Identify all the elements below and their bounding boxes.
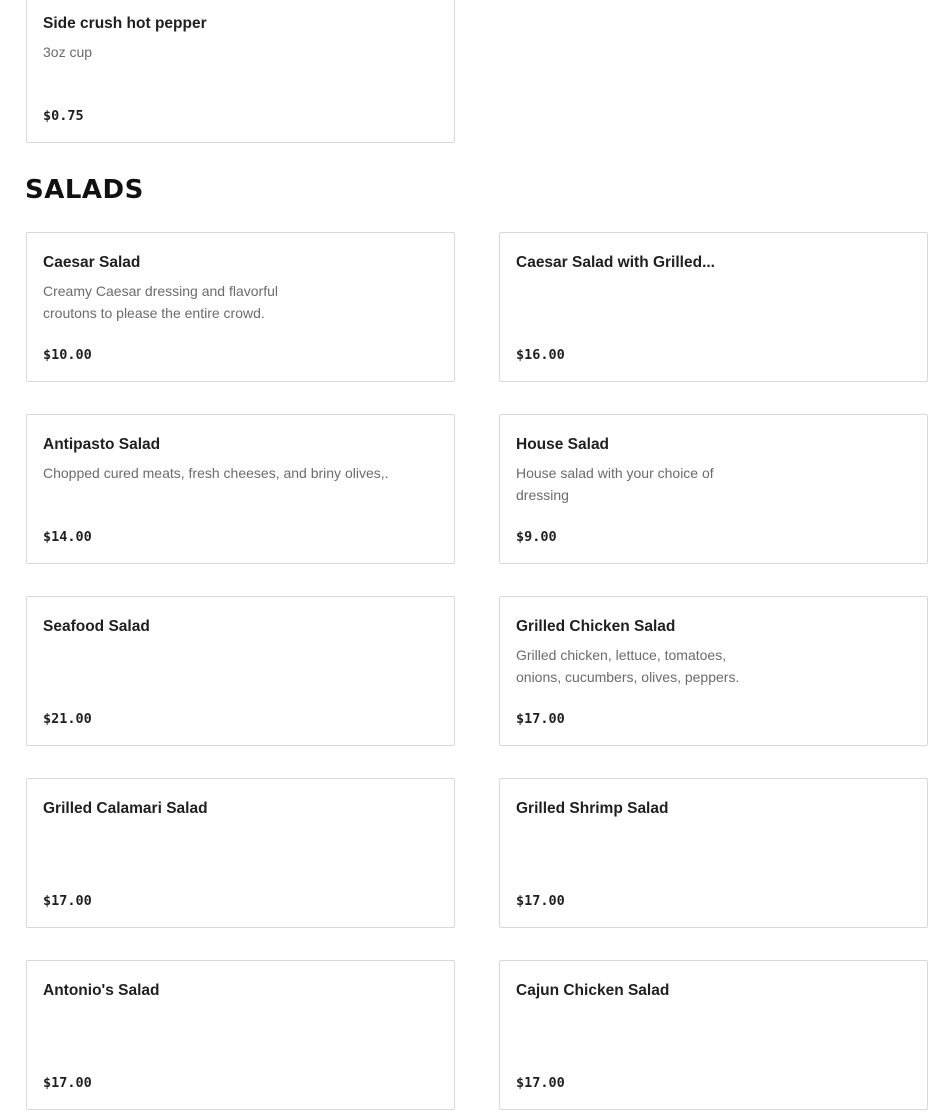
section-title: SALADS [25, 175, 144, 205]
menu-item-card[interactable] [499, 596, 928, 746]
menu-item-description: Chopped cured meats, fresh cheeses, and briny olives,. [43, 465, 389, 481]
menu-item-description: 3oz cup [43, 44, 93, 60]
menu-item-price: $17.00 [516, 1075, 565, 1091]
menu-item-description: Creamy Caesar dressing and flavorful croutons to please the entire crowd. [43, 283, 278, 321]
menu-item-card[interactable] [499, 232, 928, 382]
menu-item-price: $17.00 [516, 711, 565, 727]
menu-item-price: $17.00 [43, 1075, 92, 1091]
menu-item-card[interactable] [26, 414, 455, 564]
menu-item-card[interactable] [26, 596, 455, 746]
menu-item-card[interactable] [499, 778, 928, 928]
menu-item-description: House salad with your choice of dressing [516, 465, 714, 503]
menu-item-price: $16.00 [516, 347, 565, 363]
menu-item-card[interactable] [26, 778, 455, 928]
menu-item-card[interactable] [26, 0, 455, 143]
menu-item-name: Side crush hot pepper [43, 15, 207, 32]
menu-item-price: $21.00 [43, 711, 92, 727]
menu-item-name: Grilled Shrimp Salad [516, 800, 669, 817]
menu-item-price: $0.75 [43, 108, 84, 124]
menu-item-price: $9.00 [516, 529, 557, 545]
menu-item-name: Seafood Salad [43, 618, 150, 635]
menu-item-name: Caesar Salad [43, 254, 141, 271]
menu-item-name: House Salad [516, 436, 610, 453]
menu-item-name: Caesar Salad with Grilled... [516, 254, 715, 271]
menu-item-description: Grilled chicken, lettuce, tomatoes, onions, cucumbers, olives, peppers. [516, 647, 740, 685]
menu-item-price: $14.00 [43, 529, 92, 545]
menu-item-name: Antipasto Salad [43, 436, 161, 453]
menu-item-card[interactable] [26, 960, 455, 1110]
menu-item-card[interactable] [499, 960, 928, 1110]
menu-item-price: $17.00 [43, 893, 92, 909]
menu-item-card[interactable] [26, 232, 455, 382]
menu-item-name: Grilled Chicken Salad [516, 618, 676, 635]
menu-item-price: $10.00 [43, 347, 92, 363]
menu-item-card[interactable] [499, 414, 928, 564]
menu-item-name: Grilled Calamari Salad [43, 800, 208, 817]
menu-item-name: Antonio's Salad [43, 982, 160, 999]
menu-item-price: $17.00 [516, 893, 565, 909]
menu-item-name: Cajun Chicken Salad [516, 982, 670, 999]
